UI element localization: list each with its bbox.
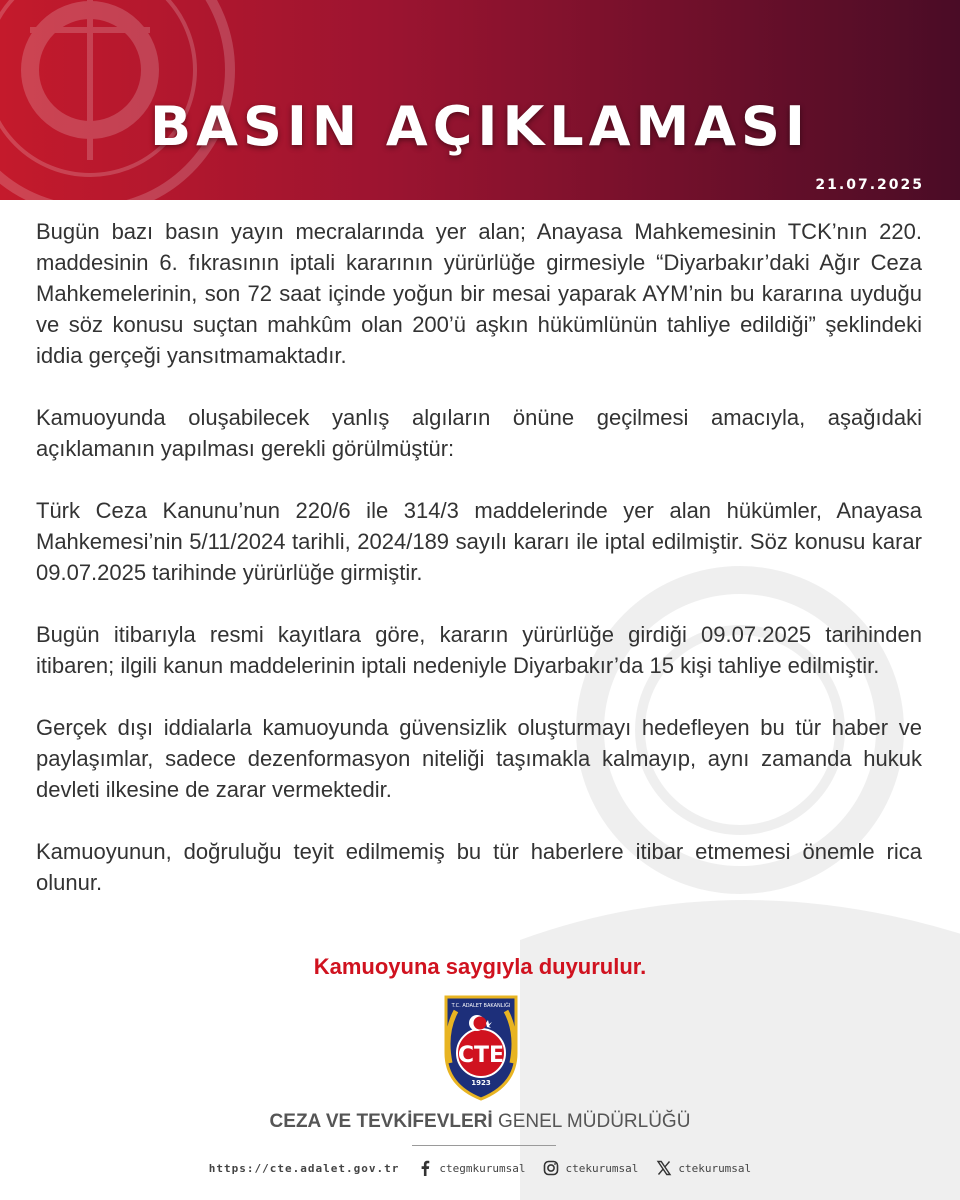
instagram-icon bbox=[543, 1160, 559, 1176]
footer bbox=[0, 1150, 960, 1186]
paragraph: Bugün bazı basın yayın mecralarında yer alan; Anayasa Mahkemesinin TCK’nın 220. maddesinin 6. fıkrasının iptali kararının yürürlüğe girmesiyle “Diyarbakır’daki Ağır Ceza Mahkemelerinin, son 72 saat içinde yoğun bir mesai yaparak AYM’nin bu kararına uyduğu ve söz konusu suçtan mahkûm olan 200’ü aşkın hükümlünün tahliye edildiği” şeklindeki iddia gerçeği yansıtmamaktadır. bbox=[36, 219, 922, 368]
x-link[interactable] bbox=[656, 1160, 751, 1176]
svg-text:T.C. ADALET BAKANLIĞI: T.C. ADALET BAKANLIĞI bbox=[451, 1003, 511, 1009]
x-handle[interactable]: ctekurumsal bbox=[678, 1161, 752, 1175]
organization-name-bold: CEZA VE TEVKİFEVLERİ bbox=[269, 1111, 493, 1132]
closing-statement: Kamuoyuna saygıyla duyurulur. bbox=[313, 954, 647, 979]
website-link[interactable] bbox=[209, 1162, 400, 1175]
website-url[interactable]: https://cte.adalet.gov.tr bbox=[208, 1161, 400, 1175]
paragraph: Türk Ceza Kanunu’nun 220/6 ile 314/3 maddelerinde yer alan hükümler, Anayasa Mahkemesi’nin 5/11/2024 tarihli, 2024/189 sayılı kararı ile iptal edilmiştir. Söz konusu karar 09.07.2025 tarihinde yürürlüğe girmiştir. bbox=[36, 498, 922, 585]
paragraph: Kamuoyunun, doğruluğu teyit edilmemiş bu tür haberlere itibar etmemesi önemle rica olunur. bbox=[36, 839, 922, 895]
svg-text:1923: 1923 bbox=[471, 1079, 491, 1087]
page-title: BASIN AÇIKLAMASI bbox=[150, 95, 810, 158]
x-icon bbox=[656, 1160, 672, 1176]
facebook-link[interactable] bbox=[417, 1160, 525, 1176]
instagram-handle[interactable]: ctekurumsal bbox=[565, 1161, 639, 1175]
release-date: 21.07.2025 bbox=[815, 177, 924, 193]
svg-text:CTE: CTE bbox=[457, 1043, 505, 1068]
facebook-handle[interactable]: ctegmkurumsal bbox=[439, 1161, 526, 1175]
paragraph: Bugün itibarıyla resmi kayıtlara göre, kararın yürürlüğe girdiği 09.07.2025 tarihinden itibaren; ilgili kanun maddelerinin iptali nedeniyle Diyarbakır’da 15 kişi tahliye edilmiştir. bbox=[36, 622, 922, 678]
facebook-icon bbox=[417, 1160, 433, 1176]
organization-name bbox=[0, 1108, 960, 1136]
header-banner bbox=[0, 0, 960, 200]
instagram-link[interactable] bbox=[543, 1160, 638, 1176]
cte-logo bbox=[436, 993, 526, 1103]
organization-name-regular: GENEL MÜDÜRLÜĞÜ bbox=[497, 1111, 691, 1132]
press-release-body bbox=[36, 216, 922, 929]
paragraph: Gerçek dışı iddialarla kamuoyunda güvensizlik oluşturmayı hedefleyen bu tür haber ve paylaşımlar, sadece dezenformasyon niteliği taşımakla kalmayıp, aynı zamanda hukuk devleti ilkesine de zarar vermektedir. bbox=[36, 715, 922, 802]
paragraph: Kamuoyunda oluşabilecek yanlış algıların önüne geçilmesi amacıyla, aşağıdaki açıklamanın yapılması gerekli görülmüştür: bbox=[36, 405, 922, 461]
footer-divider bbox=[412, 1145, 556, 1146]
